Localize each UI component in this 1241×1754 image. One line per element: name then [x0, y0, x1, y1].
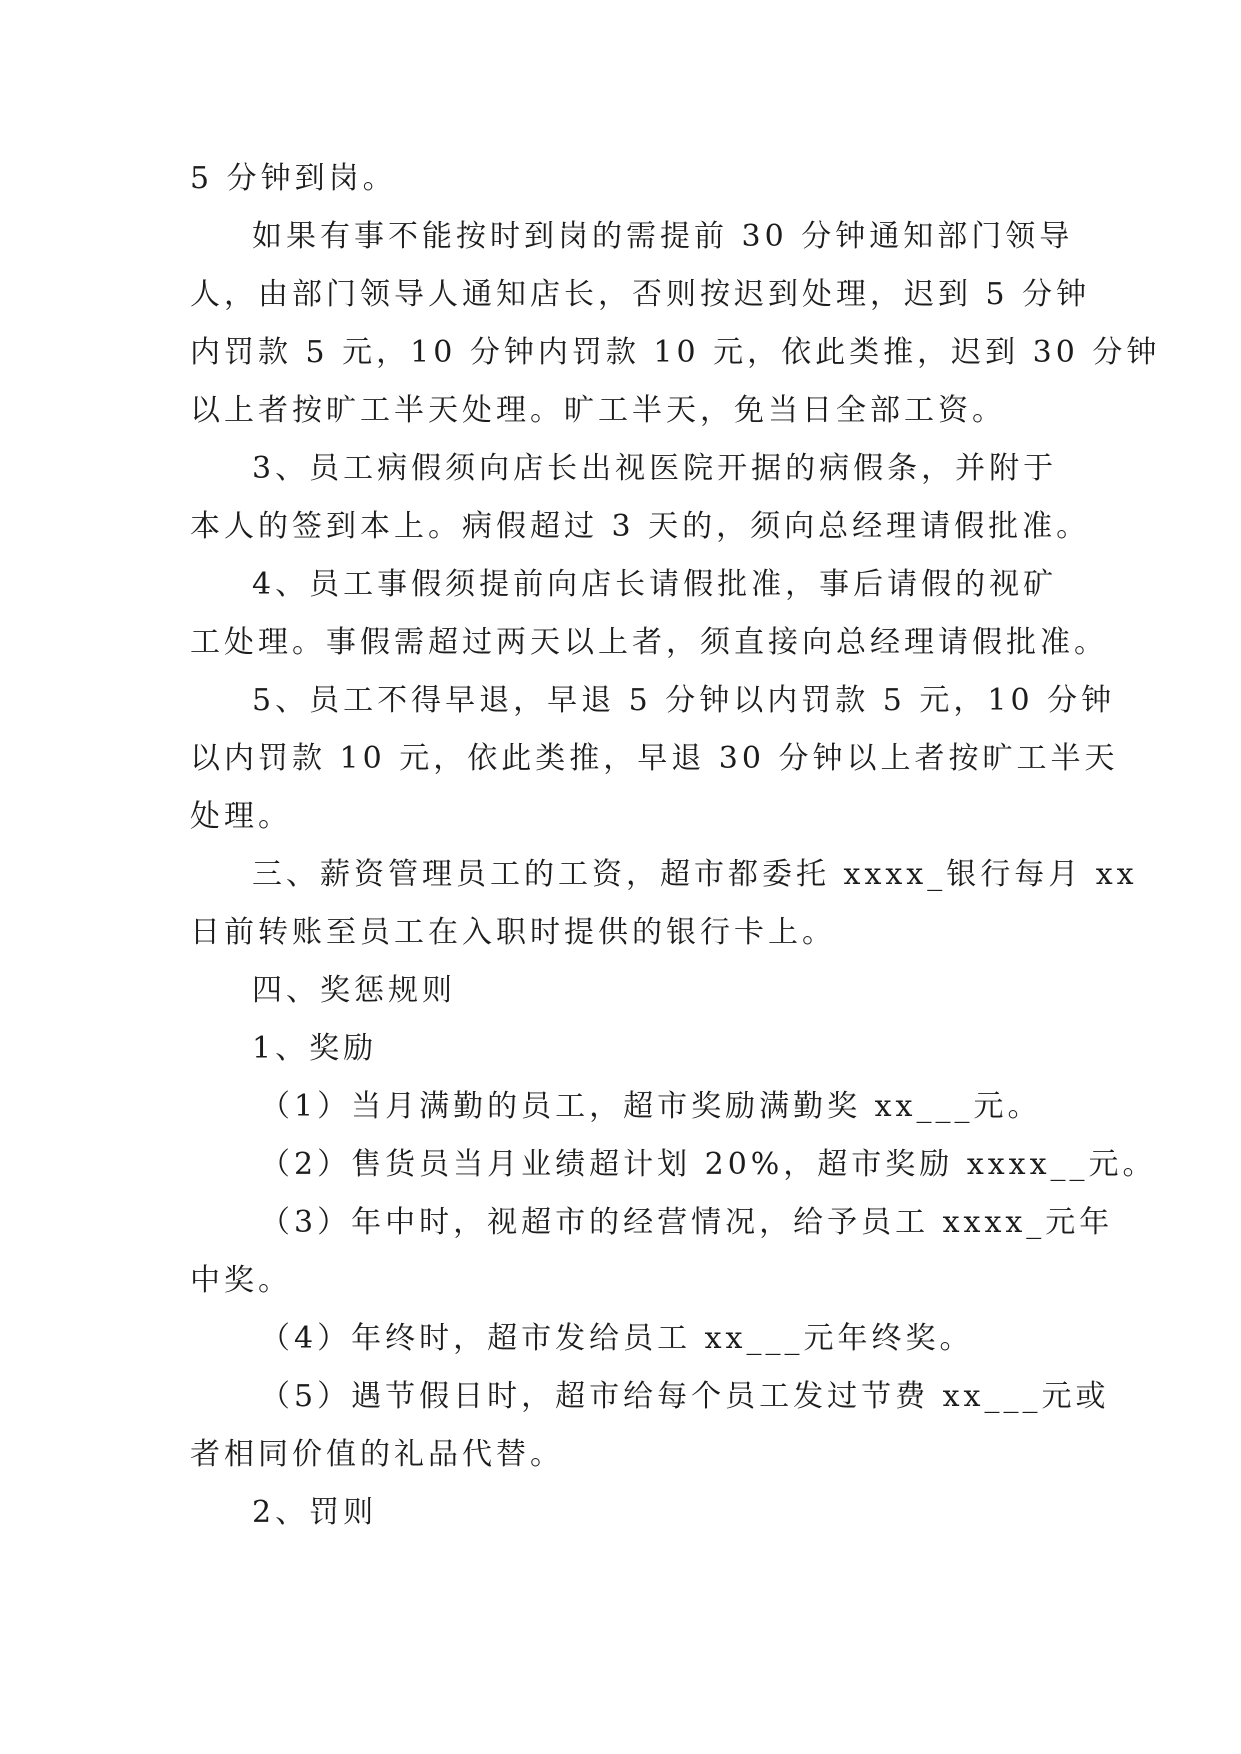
text-line: 以内罚款 10 元，依此类推，早退 30 分钟以上者按旷工半天 [190, 741, 1119, 776]
text-line: 人，由部门领导人通知店长，否则按迟到处理，迟到 5 分钟 [190, 277, 1091, 312]
subsection-heading: 2、罚则 [252, 1495, 378, 1530]
text-line: 如果有事不能按时到岗的需提前 30 分钟通知部门领导 [252, 219, 1074, 254]
text-line: 以上者按旷工半天处理。旷工半天，免当日全部工资。 [190, 393, 1006, 428]
list-item: （5）遇节假日时，超市给每个员工发过节费 xx___元或 [260, 1379, 1110, 1414]
text-line: 本人的签到本上。病假超过 3 天的，须向总经理请假批准。 [190, 509, 1091, 544]
text-line: 4、员工事假须提前向店长请假批准，事后请假的视矿 [252, 567, 1058, 602]
section-heading-line: 三、薪资管理员工的工资，超市都委托 xxxx_银行每月 xx [252, 857, 1138, 892]
list-item: （4）年终时，超市发给员工 xx___元年终奖。 [260, 1321, 974, 1356]
list-item: （2）售货员当月业绩超计划 20%，超市奖励 xxxx__元。 [260, 1147, 1157, 1182]
text-line: 5、员工不得早退，早退 5 分钟以内罚款 5 元，10 分钟 [252, 683, 1116, 718]
section-heading: 四、奖惩规则 [252, 973, 456, 1008]
list-item: （1）当月满勤的员工，超市奖励满勤奖 xx___元。 [260, 1089, 1042, 1124]
document-body [190, 150, 1161, 1542]
text-line: 内罚款 5 元，10 分钟内罚款 10 元，依此类推，迟到 30 分钟 [190, 335, 1161, 370]
text-line: 工处理。事假需超过两天以上者，须直接向总经理请假批准。 [190, 625, 1108, 660]
text-line: 5 分钟到岗。 [190, 161, 397, 196]
list-item: （3）年中时，视超市的经营情况，给予员工 xxxx_元年 [260, 1205, 1114, 1240]
text-line: 处理。 [190, 799, 292, 834]
subsection-heading: 1、奖励 [252, 1031, 378, 1066]
text-line: 者相同价值的礼品代替。 [190, 1437, 564, 1472]
text-line: 3、员工病假须向店长出视医院开据的病假条，并附于 [252, 451, 1058, 486]
text-line: 中奖。 [190, 1263, 292, 1298]
text-line: 日前转账至员工在入职时提供的银行卡上。 [190, 915, 836, 950]
